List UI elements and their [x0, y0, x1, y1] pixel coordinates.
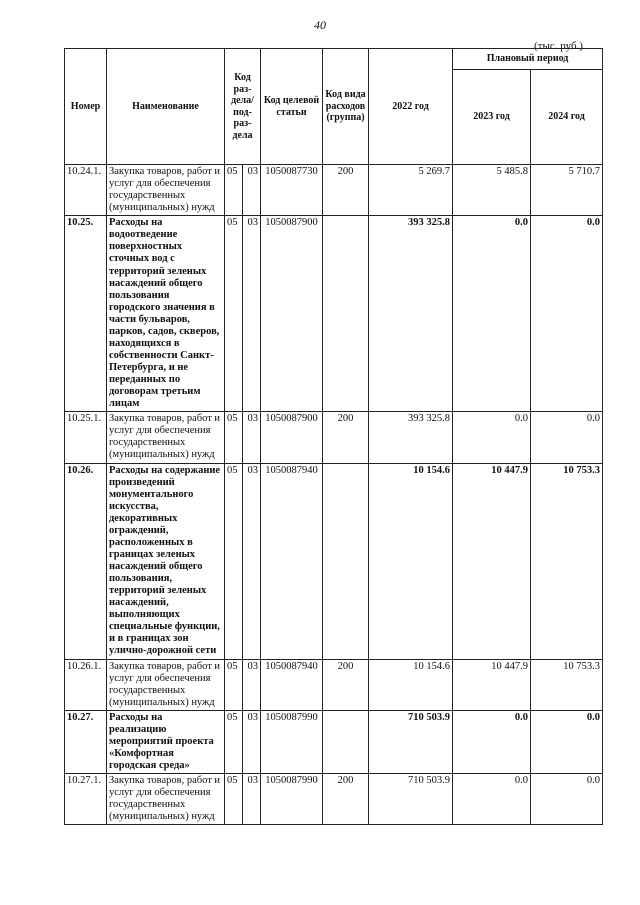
units-label: (тыс. руб.) [534, 40, 583, 52]
table-row [65, 774, 603, 825]
row-value-2022: 710 503.9 [369, 710, 453, 773]
row-value-2023: 10 447.9 [453, 463, 531, 659]
table-row [65, 463, 603, 659]
row-name: Закупка товаров, работ и услуг для обеспечения государственных (муниципальных) нужд [107, 659, 225, 710]
row-kind-code: 200 [323, 659, 369, 710]
row-section: 05 [225, 412, 243, 463]
header-year-2023: 2023 год [453, 70, 531, 165]
row-value-2022: 5 269.7 [369, 165, 453, 216]
row-value-2024: 0.0 [531, 412, 603, 463]
row-target-code: 1050087900 [261, 412, 323, 463]
row-kind-code [323, 463, 369, 659]
row-subsection: 03 [243, 463, 261, 659]
row-value-2024: 0.0 [531, 710, 603, 773]
header-target-code: Код целевой статьи [261, 49, 323, 165]
row-section: 05 [225, 659, 243, 710]
row-number: 10.27. [65, 710, 107, 773]
row-name: Закупка товаров, работ и услуг для обеспечения государственных (муниципальных) нужд [107, 412, 225, 463]
row-name: Расходы на водоотведение поверхностных сточных вод с территорий зеленых насаждений общего пользования городского значения в части бульваров, парков, садов, скверов, находящихся в собственности Санкт-Петербурга, и не переданных по договорам третьим лицам [107, 216, 225, 412]
row-value-2023: 0.0 [453, 710, 531, 773]
header-name: Наименование [107, 49, 225, 165]
row-name: Расходы на реализацию мероприятий проекта «Комфортная городская среда» [107, 710, 225, 773]
row-section: 05 [225, 774, 243, 825]
row-kind-code [323, 216, 369, 412]
row-subsection: 03 [243, 165, 261, 216]
row-subsection: 03 [243, 774, 261, 825]
row-number: 10.26.1. [65, 659, 107, 710]
table-row [65, 710, 603, 773]
row-target-code: 1050087940 [261, 659, 323, 710]
row-value-2022: 710 503.9 [369, 774, 453, 825]
table-row [65, 216, 603, 412]
row-subsection: 03 [243, 412, 261, 463]
row-value-2023: 0.0 [453, 216, 531, 412]
row-subsection: 03 [243, 710, 261, 773]
row-name: Расходы на содержание произведений монументального искусства, декоративных ограждений, расположенных в границах зеленых насаждений общего пользования, территорий зеленых насаждений, выполняющих специальные функции, и в границах зон улично-дорожной сети [107, 463, 225, 659]
row-section: 05 [225, 710, 243, 773]
row-value-2024: 0.0 [531, 774, 603, 825]
page-number: 40 [314, 18, 326, 32]
budget-table [64, 48, 603, 825]
row-value-2022: 10 154.6 [369, 463, 453, 659]
row-value-2023: 0.0 [453, 774, 531, 825]
row-target-code: 1050087940 [261, 463, 323, 659]
row-section: 05 [225, 463, 243, 659]
row-target-code: 1050087990 [261, 774, 323, 825]
header-section-code: Код раз-дела/ под-раз-дела [225, 49, 261, 165]
header-number: Номер [65, 49, 107, 165]
row-target-code: 1050087900 [261, 216, 323, 412]
row-value-2022: 10 154.6 [369, 659, 453, 710]
row-kind-code: 200 [323, 412, 369, 463]
row-kind-code: 200 [323, 774, 369, 825]
row-subsection: 03 [243, 659, 261, 710]
row-number: 10.24.1. [65, 165, 107, 216]
table-row [65, 165, 603, 216]
row-subsection: 03 [243, 216, 261, 412]
row-section: 05 [225, 165, 243, 216]
table-row [65, 659, 603, 710]
table-body [65, 165, 603, 825]
row-value-2024: 0.0 [531, 216, 603, 412]
row-target-code: 1050087990 [261, 710, 323, 773]
row-name: Закупка товаров, работ и услуг для обеспечения государственных (муниципальных) нужд [107, 774, 225, 825]
row-value-2023: 10 447.9 [453, 659, 531, 710]
header-kind-code: Код вида расходов (группа) [323, 49, 369, 165]
row-value-2022: 393 325.8 [369, 216, 453, 412]
row-kind-code: 200 [323, 165, 369, 216]
row-number: 10.25. [65, 216, 107, 412]
row-value-2023: 5 485.8 [453, 165, 531, 216]
row-section: 05 [225, 216, 243, 412]
header-year-2022: 2022 год [369, 49, 453, 165]
row-number: 10.25.1. [65, 412, 107, 463]
row-target-code: 1050087730 [261, 165, 323, 216]
row-name: Закупка товаров, работ и услуг для обеспечения государственных (муниципальных) нужд [107, 165, 225, 216]
row-value-2024: 5 710.7 [531, 165, 603, 216]
row-kind-code [323, 710, 369, 773]
row-number: 10.26. [65, 463, 107, 659]
header-plan-period: Плановый период [453, 49, 603, 70]
row-value-2023: 0.0 [453, 412, 531, 463]
row-value-2022: 393 325.8 [369, 412, 453, 463]
row-value-2024: 10 753.3 [531, 659, 603, 710]
row-value-2024: 10 753.3 [531, 463, 603, 659]
row-number: 10.27.1. [65, 774, 107, 825]
table-row [65, 412, 603, 463]
header-year-2024: 2024 год [531, 70, 603, 165]
